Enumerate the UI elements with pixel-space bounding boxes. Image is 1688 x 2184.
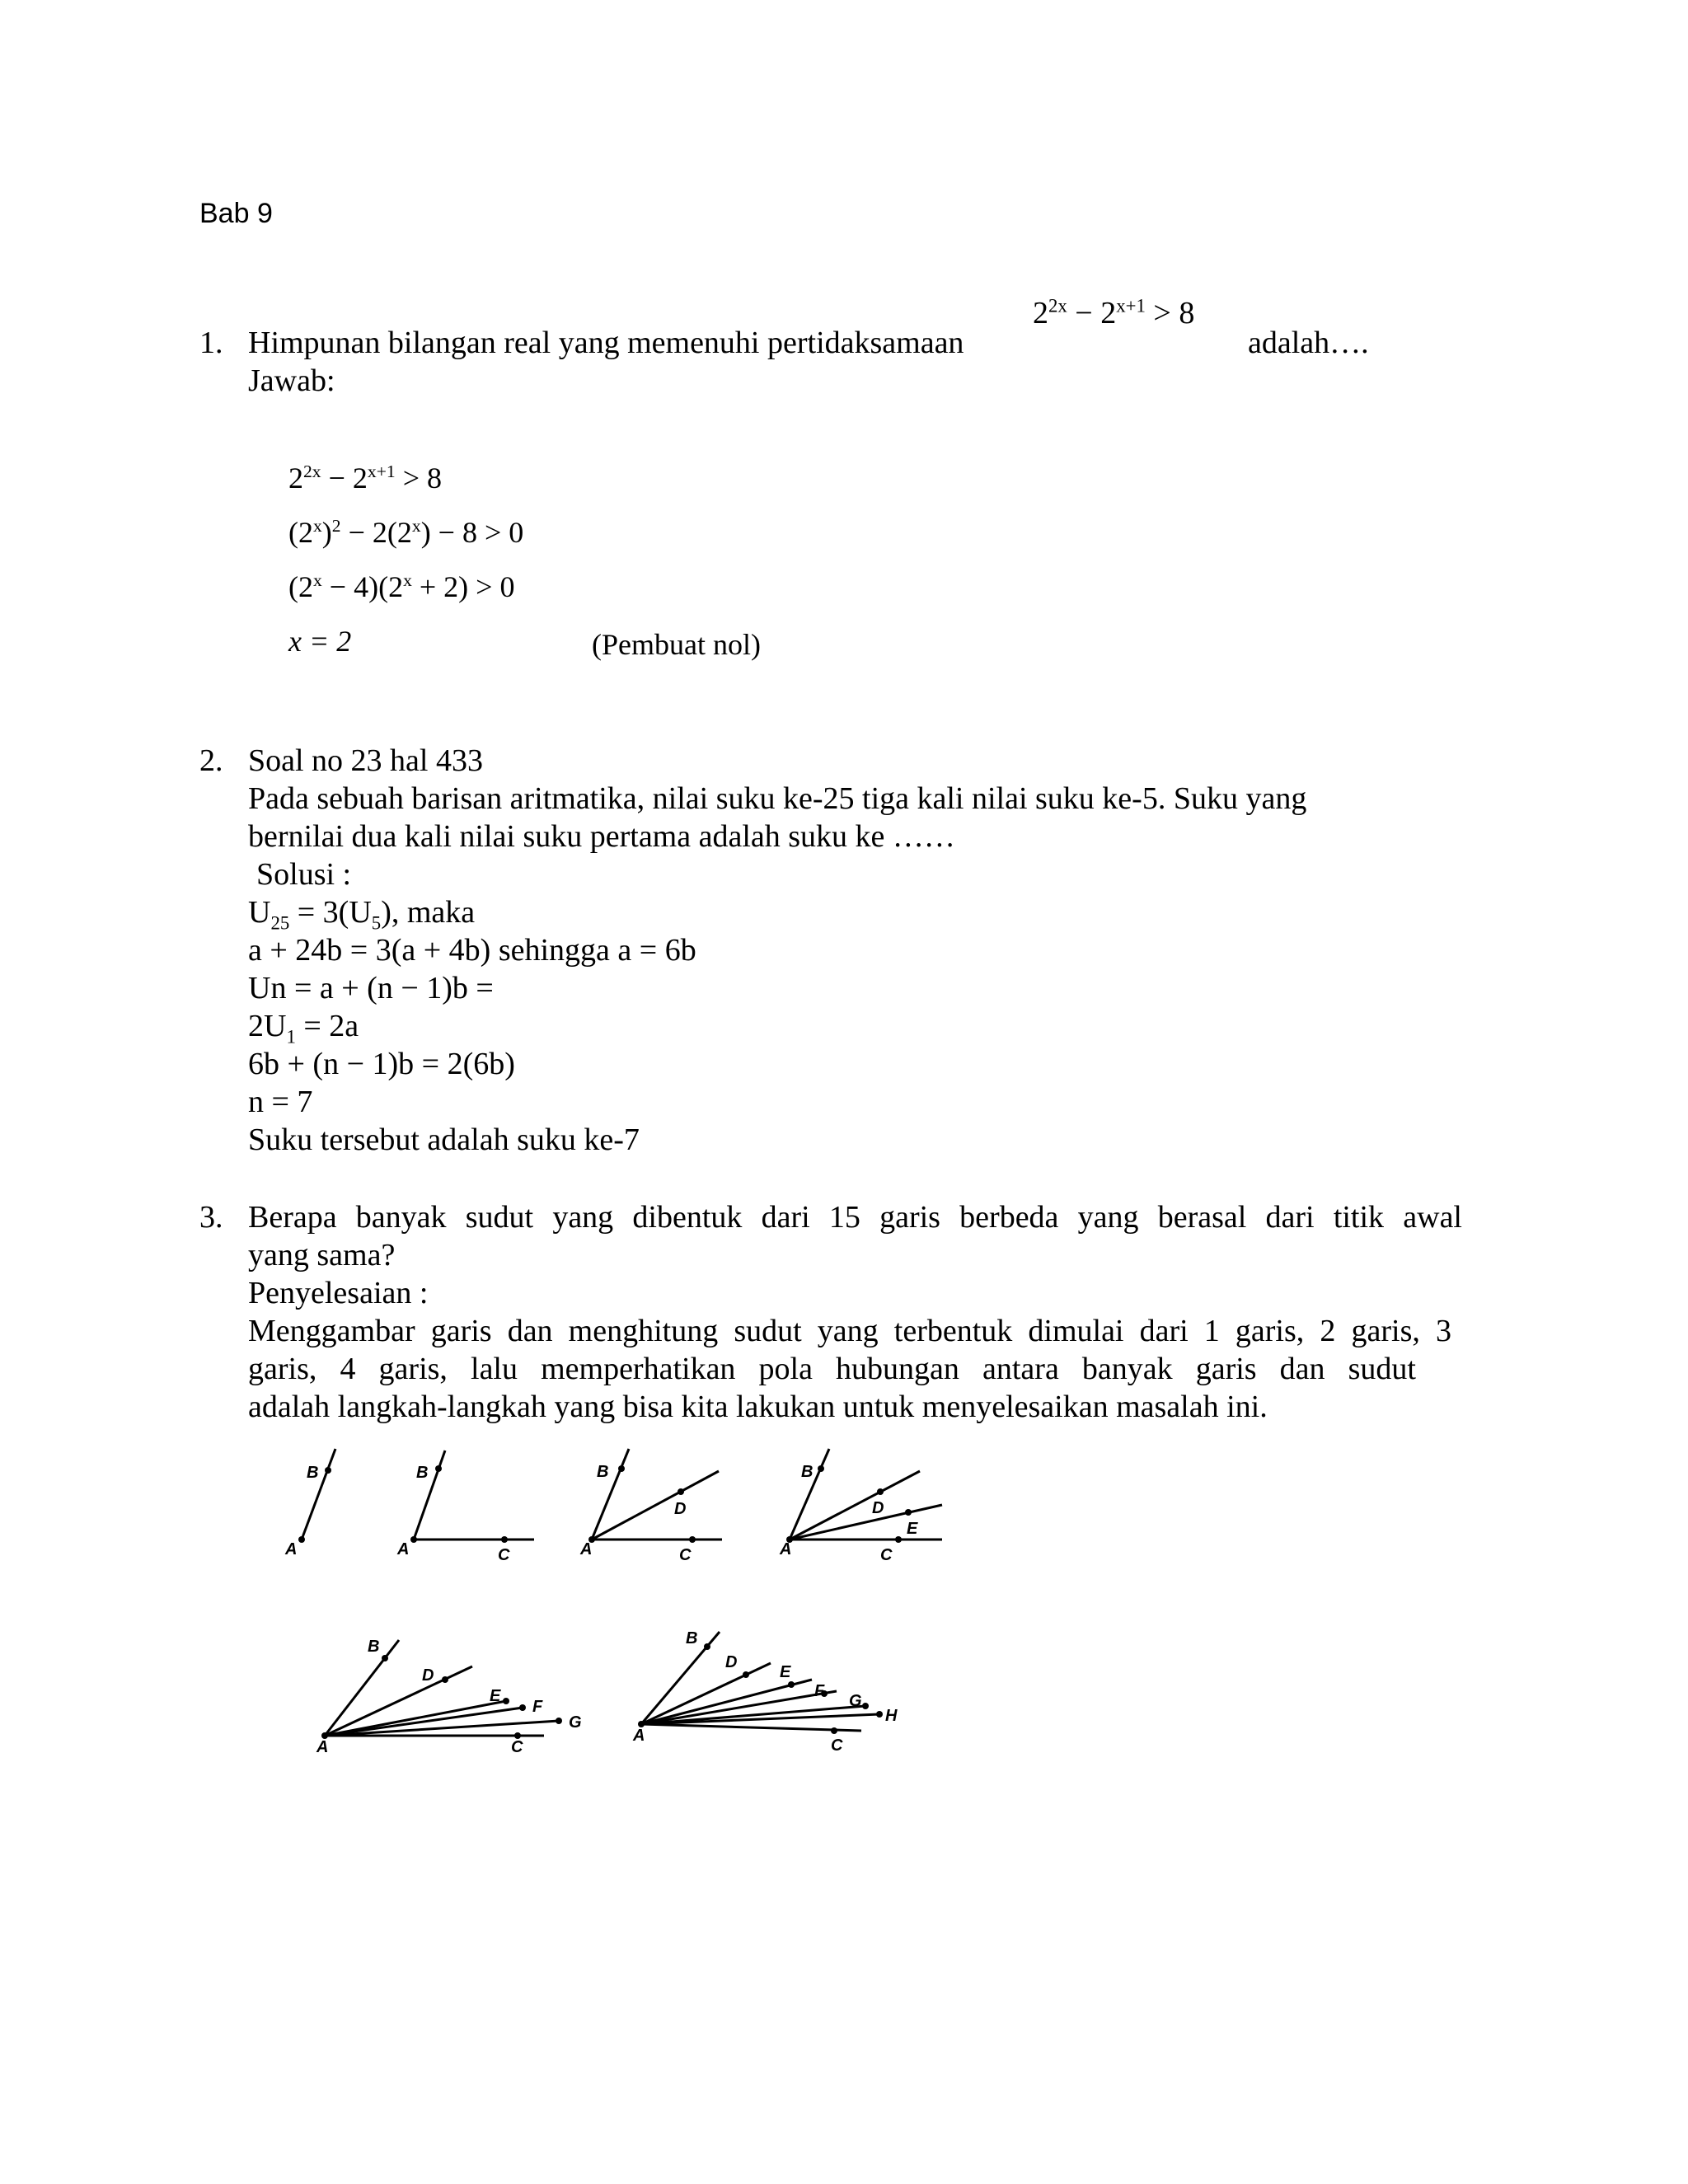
q1-inline-inequality: $2^{2x} - 2^{x+1} > 8$ bbox=[1033, 295, 1195, 330]
figure-3-lines bbox=[592, 1449, 722, 1540]
q2-line-2: bernilai dua kali nilai suku pertama adalah suku ke …… bbox=[248, 819, 955, 854]
label-D: D bbox=[872, 1499, 884, 1517]
label-C: C bbox=[831, 1736, 843, 1755]
label-A: A bbox=[397, 1540, 410, 1558]
q2-solution-line-4: $2U_1 = 2a$ bbox=[248, 1009, 359, 1047]
figure-point-labels bbox=[284, 1463, 918, 1756]
q3-number: 3. bbox=[199, 1200, 223, 1235]
label-B: B bbox=[307, 1464, 319, 1482]
q1-number: 1. bbox=[199, 326, 223, 360]
q2-solution-line-2: a + 24b = 3(a + 4b) sehingga a = 6b bbox=[248, 933, 696, 968]
label-D: D bbox=[674, 1500, 687, 1518]
q2-title: Soal no 23 hal 433 bbox=[248, 743, 483, 778]
label-E: E bbox=[490, 1687, 501, 1705]
label-B: B bbox=[597, 1463, 609, 1481]
q2-line-1: Pada sebuah barisan aritmatika, nilai suku ke-25 tiga kali nilai suku ke-5. Suku yang bbox=[248, 781, 1307, 816]
figure-1-line bbox=[302, 1449, 335, 1540]
figure-2-lines bbox=[414, 1451, 534, 1540]
q1-step-3: $(2^x - 4)(2^x + 2) > 0$ bbox=[288, 570, 515, 603]
q1-answer-label: Jawab: bbox=[248, 363, 335, 398]
q3-line-1: Berapa banyak sudut yang dibentuk dari 15 garis berbeda yang berasal dari titik awal bbox=[248, 1200, 1462, 1235]
q2-solution-line-6: n = 7 bbox=[248, 1085, 313, 1119]
label-D: D bbox=[422, 1666, 434, 1685]
q2-solution-line-1: $U_{25} = 3(U_5)$, maka bbox=[248, 895, 476, 934]
q1-note: (Pembuat nol) bbox=[592, 628, 761, 661]
label-H: H bbox=[885, 1707, 898, 1725]
q1-text: Himpunan bilangan real yang memenuhi pertidaksamaan bbox=[248, 326, 964, 360]
label-C: C bbox=[498, 1546, 510, 1564]
label-C: C bbox=[679, 1546, 692, 1564]
q3-paragraph-line-3: adalah langkah-langkah yang bisa kita lakukan untuk menyelesaikan masalah ini. bbox=[248, 1390, 1268, 1424]
q1-after-text: adalah…. bbox=[1248, 326, 1369, 360]
label-B: B bbox=[686, 1629, 698, 1647]
label-B: B bbox=[368, 1638, 380, 1656]
q2-solusi-label: Solusi : bbox=[256, 857, 352, 892]
label-A: A bbox=[780, 1540, 792, 1558]
q3-paragraph-line-1: Menggambar garis dan menghitung sudut yang terbentuk dimulai dari 1 garis, 2 garis, 3 bbox=[248, 1314, 1451, 1348]
page-heading: Bab 9 bbox=[199, 198, 273, 229]
label-A: A bbox=[633, 1727, 645, 1745]
q3-paragraph-line-2: garis, 4 garis, lalu memperhatikan pola hubungan antara banyak garis dan sudut bbox=[248, 1352, 1416, 1386]
q2-solution-line-5: 6b + (n − 1)b = 2(6b) bbox=[248, 1047, 515, 1081]
label-C: C bbox=[511, 1738, 523, 1756]
label-F: F bbox=[814, 1682, 825, 1700]
q3-penyelesaian-label: Penyelesaian : bbox=[248, 1276, 429, 1310]
label-E: E bbox=[907, 1520, 918, 1538]
q3-line-2: yang sama? bbox=[248, 1238, 396, 1272]
label-D: D bbox=[725, 1653, 738, 1671]
label-A: A bbox=[580, 1540, 593, 1558]
q2-number: 2. bbox=[199, 743, 223, 778]
q1-step-2: $(2^x)^2 - 2(2^x) - 8 > 0$ bbox=[288, 516, 524, 549]
q2-conclusion: Suku tersebut adalah suku ke-7 bbox=[248, 1122, 640, 1157]
q1-step-4: x = 2 bbox=[288, 625, 352, 658]
label-B: B bbox=[416, 1464, 429, 1482]
label-A: A bbox=[285, 1540, 298, 1558]
label-B: B bbox=[801, 1463, 814, 1481]
label-A: A bbox=[316, 1738, 329, 1756]
label-G: G bbox=[569, 1713, 582, 1732]
label-G: G bbox=[849, 1692, 862, 1710]
label-C: C bbox=[880, 1546, 893, 1564]
q1-step-1: $2^{2x} - 2^{x+1} > 8$ bbox=[288, 462, 442, 494]
figure-6-lines bbox=[641, 1632, 879, 1731]
figure-5-lines bbox=[325, 1640, 559, 1736]
label-F: F bbox=[532, 1698, 543, 1716]
q2-solution-line-3: Un = a + (n − 1)b = bbox=[248, 971, 494, 1005]
label-E: E bbox=[780, 1663, 791, 1681]
